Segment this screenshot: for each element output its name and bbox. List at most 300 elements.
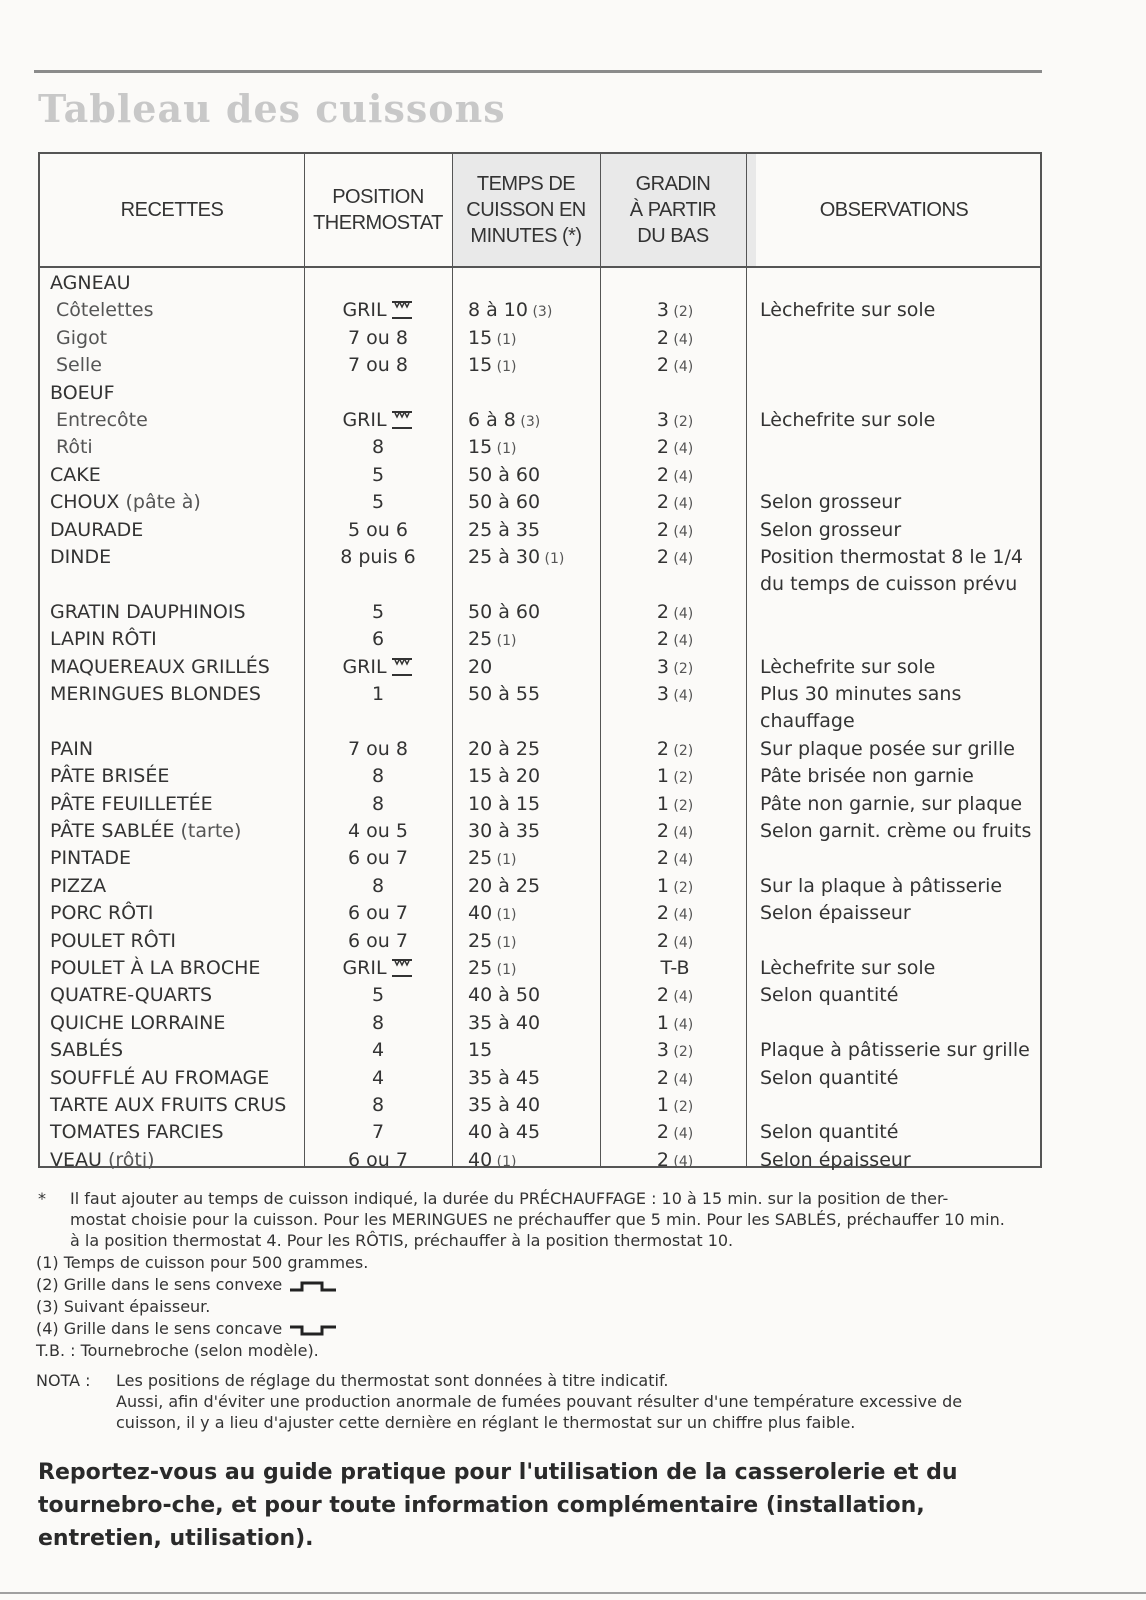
- position-value: 5 ou 6: [348, 518, 408, 541]
- note-1: (1) Temps de cuisson pour 500 grammes.: [36, 1253, 369, 1272]
- recette-cell: [50, 930, 176, 952]
- recette-cell: [50, 1039, 123, 1061]
- table-row: [40, 873, 1040, 900]
- temps-value: 30 à 35: [468, 820, 541, 842]
- temps-ref: (1): [492, 907, 517, 924]
- observation-cell: Selon grosseur: [760, 518, 902, 541]
- position-cell: [304, 1121, 452, 1143]
- gradin-ref: (4): [668, 1071, 694, 1088]
- position-cell: [304, 519, 452, 541]
- temps-value: 6 à 8: [468, 409, 516, 431]
- temps-cell: [468, 902, 516, 924]
- recette-name: DAURADE: [50, 518, 144, 541]
- gradin-value: 3: [656, 683, 669, 705]
- header-gradin: GRADIN À PARTIR DU BAS: [629, 173, 717, 247]
- temps-cell: [468, 1094, 540, 1116]
- temps-value: 40: [468, 1148, 493, 1171]
- gradin-value: 1: [656, 1094, 669, 1116]
- temps-cell: [468, 656, 492, 678]
- temps-value: 50 à 60: [468, 463, 541, 486]
- table-row: [40, 1092, 1040, 1119]
- table-row: [40, 297, 1040, 324]
- position-value: 5: [371, 984, 385, 1007]
- position-cell: [304, 1067, 452, 1089]
- recette-name: MERINGUES BLONDES: [50, 683, 261, 705]
- top-rule: [34, 70, 1042, 73]
- observation-cell: Lèchefrite sur sole: [760, 957, 936, 979]
- note-4: [36, 1318, 338, 1339]
- position-value: 6 ou 7: [348, 902, 408, 925]
- cooking-table: [38, 152, 1042, 1171]
- gradin-ref: (4): [668, 441, 694, 458]
- gradin-cell: [610, 656, 740, 678]
- recette-name: TARTE AUX FRUITS CRUS: [50, 1094, 287, 1116]
- temps-cell: [468, 491, 540, 513]
- position-value: 4 ou 5: [348, 820, 408, 842]
- gradin-ref: (4): [668, 1126, 694, 1143]
- temps-value: 15: [468, 1039, 493, 1062]
- gradin-ref: (4): [668, 496, 694, 513]
- table-row: [40, 1065, 1040, 1092]
- gradin-ref: (2): [668, 879, 694, 896]
- observation-cell: Selon épaisseur: [760, 902, 911, 925]
- temps-cell: [468, 765, 540, 787]
- position-value: GRIL: [342, 957, 387, 979]
- recette-name: Rôti: [56, 436, 93, 459]
- recette-cell: [50, 464, 101, 486]
- position-cell: [304, 436, 452, 458]
- gradin-cell: [610, 683, 740, 705]
- gradin-value: 2: [656, 1148, 669, 1171]
- recette-name: CAKE: [50, 463, 101, 486]
- table-row: [40, 325, 1040, 352]
- observation-cell: Sur plaque posée sur grille: [760, 737, 1015, 760]
- position-cell: [304, 793, 452, 815]
- gradin-cell: [610, 491, 740, 513]
- position-cell: [304, 354, 452, 376]
- note-star-line: mostat choisie pour la cuisson. Pour les MERINGUES ne préchauffer que 5 min. Pour les SABLÉS, préchauffer 10 min.: [70, 1210, 1005, 1229]
- temps-value: 20 à 25: [468, 874, 541, 897]
- temps-ref: (3): [515, 414, 541, 430]
- temps-cell: [468, 299, 552, 321]
- recette-cell: [56, 299, 154, 321]
- temps-ref: (1): [492, 331, 517, 348]
- temps-ref: (1): [492, 1153, 517, 1170]
- temps-ref: (1): [492, 359, 517, 376]
- observation-cell: Selon garnit. crème ou fruits: [760, 820, 1032, 842]
- table-row: [40, 791, 1040, 818]
- gradin-cell: [610, 847, 740, 869]
- gradin-cell: [610, 930, 740, 952]
- position-value: 8: [371, 1011, 385, 1034]
- table-row: [40, 982, 1040, 1009]
- recette-cell: [50, 1012, 225, 1034]
- gradin-cell: [610, 546, 740, 568]
- nota-line: Les positions de réglage du thermostat sont données à titre indicatif.: [116, 1371, 669, 1390]
- recette-name: QUICHE LORRAINE: [50, 1011, 226, 1034]
- gradin-value: 2: [656, 984, 669, 1007]
- observation-cell: Pâte brisée non garnie: [760, 765, 974, 788]
- temps-cell: [468, 601, 540, 623]
- recette-name: QUATRE-QUARTS: [50, 984, 213, 1007]
- temps-value: 8 à 10: [468, 299, 528, 322]
- temps-value: 25: [468, 628, 493, 651]
- position-cell: [304, 546, 452, 568]
- position-cell: [304, 738, 452, 760]
- recette-name: PAIN: [50, 737, 94, 760]
- gradin-cell: [610, 601, 740, 623]
- temps-cell: [468, 847, 516, 869]
- temps-value: 25: [468, 847, 493, 870]
- table-row: [40, 681, 1040, 708]
- table-row: [40, 626, 1040, 653]
- observation-cell: chauffage: [760, 710, 855, 733]
- table-row: [40, 845, 1040, 872]
- temps-ref: (1): [492, 934, 517, 951]
- gradin-cell: [610, 354, 740, 376]
- observation-cell: Selon quantité: [760, 1066, 899, 1089]
- note-star-mark: *: [38, 1189, 46, 1208]
- position-value: 6: [371, 628, 385, 651]
- table-row: [40, 462, 1040, 489]
- recette-cell: [56, 327, 107, 349]
- temps-cell: [468, 1149, 516, 1171]
- gradin-cell: [610, 984, 740, 1006]
- temps-value: 15: [468, 436, 493, 459]
- position-cell: [304, 820, 452, 842]
- recette-name: POULET À LA BROCHE: [50, 957, 261, 979]
- position-value: 5: [371, 491, 385, 514]
- gradin-ref: (4): [668, 468, 694, 485]
- gradin-cell: [610, 409, 740, 431]
- gril-icon: [390, 656, 414, 678]
- temps-ref: (3): [528, 304, 553, 321]
- recette-name: GRATIN DAUPHINOIS: [50, 600, 246, 623]
- temps-cell: [468, 519, 540, 541]
- recette-name: PIZZA: [50, 874, 107, 897]
- recette-cell: [50, 793, 213, 815]
- temps-value: 40: [468, 902, 493, 925]
- header-divider: [40, 266, 1040, 268]
- gradin-ref: (4): [668, 825, 694, 841]
- gradin-value: 3: [656, 409, 669, 431]
- position-value: 8: [371, 436, 385, 459]
- gradin-value: 2: [656, 518, 669, 541]
- gradin-value: 2: [656, 1066, 669, 1089]
- temps-cell: [468, 1067, 540, 1089]
- temps-value: 25: [468, 957, 493, 979]
- position-cell: [304, 327, 452, 349]
- gradin-ref: (2): [668, 770, 694, 787]
- gradin-value: 3: [656, 299, 669, 322]
- position-value: 8: [371, 765, 385, 788]
- temps-cell: [468, 464, 540, 486]
- table-row: [40, 544, 1040, 571]
- note-4-text: (4) Grille dans le sens concave: [36, 1319, 283, 1338]
- recette-cell: [50, 765, 169, 787]
- gradin-value: 2: [656, 628, 669, 651]
- gradin-ref: (4): [668, 551, 694, 567]
- temps-cell: [468, 628, 516, 650]
- recette-cell: [50, 820, 241, 842]
- position-cell: [304, 464, 452, 486]
- table-row: [40, 818, 1040, 845]
- temps-ref: (1): [492, 441, 517, 458]
- gradin-value: 3: [656, 1039, 669, 1062]
- grille-concave-icon: [288, 1324, 338, 1336]
- position-value: GRIL: [342, 655, 387, 678]
- gradin-value: 1: [656, 1011, 669, 1034]
- recette-cell: [50, 984, 212, 1006]
- gradin-ref: (4): [668, 331, 694, 348]
- position-cell: [304, 628, 452, 650]
- gradin-ref: (2): [668, 414, 694, 430]
- table-row: [40, 1037, 1040, 1064]
- recette-name: AGNEAU: [50, 272, 131, 294]
- recette-cell: [56, 409, 148, 431]
- temps-cell: [468, 738, 540, 760]
- nota-label: NOTA :: [36, 1371, 91, 1390]
- table-row: [40, 352, 1040, 379]
- position-value: GRIL: [342, 299, 387, 322]
- temps-value: 20 à 25: [468, 737, 541, 760]
- position-cell: [304, 847, 452, 869]
- gril-icon: [390, 409, 414, 431]
- recette-name: PORC RÔTI: [50, 902, 154, 925]
- recette-cell: [50, 1121, 224, 1143]
- note-star-line: à la position thermostat 4. Pour les RÔTIS, préchauffer à la position thermostat 10.: [70, 1231, 734, 1250]
- recette-cell: [50, 628, 157, 650]
- recette-cell: [50, 546, 111, 568]
- recette-cell: [56, 354, 102, 376]
- gradin-value: T-B: [660, 957, 690, 979]
- gradin-cell: [610, 519, 740, 541]
- note-star-line: Il faut ajouter au temps de cuisson indiqué, la durée du PRÉCHAUFFAGE : 10 à 15 min. sur la position de ther-: [70, 1189, 949, 1208]
- recette-name: PÂTE FEUILLETÉE: [50, 792, 213, 815]
- temps-cell: [468, 820, 540, 842]
- observation-cell: Selon grosseur: [760, 491, 902, 514]
- table-row: [40, 517, 1040, 544]
- temps-value: 40 à 45: [468, 1121, 541, 1144]
- observation-cell: du temps de cuisson prévu: [760, 573, 1018, 596]
- gradin-cell: [610, 738, 740, 760]
- recette-name: VEAU: [50, 1148, 102, 1171]
- position-value: 6 ou 7: [348, 1148, 408, 1171]
- gradin-ref: (2): [668, 304, 694, 321]
- position-cell: [304, 765, 452, 787]
- gradin-value: 1: [656, 792, 669, 815]
- position-cell: [304, 1039, 452, 1061]
- temps-cell: [468, 957, 516, 979]
- table-row: [40, 489, 1040, 516]
- recette-cell: [50, 519, 143, 541]
- recette-name: POULET RÔTI: [50, 929, 176, 952]
- position-cell: [304, 601, 452, 623]
- footer-text: Reportez-vous au guide pratique pour l'utilisation de la casserolerie et du tournebro-che, et pour toute information complémentaire (installation, entretien, utilisation).: [38, 1460, 958, 1551]
- temps-value: 35 à 40: [468, 1094, 541, 1116]
- observation-cell: Plaque à pâtisserie sur grille: [760, 1039, 1030, 1062]
- observation-cell: Selon quantité: [760, 984, 899, 1007]
- recette-qualifier: (tarte): [174, 820, 242, 842]
- gradin-value: 2: [656, 902, 669, 925]
- header-recettes: RECETTES: [120, 199, 224, 221]
- recette-name: Entrecôte: [56, 409, 148, 431]
- gradin-value: 2: [656, 463, 669, 486]
- position-value: 7: [371, 1121, 385, 1144]
- temps-value: 15: [468, 354, 493, 377]
- position-cell: [304, 1149, 452, 1171]
- table-row: [40, 270, 1040, 297]
- position-value: 5: [371, 600, 385, 623]
- recette-qualifier: (rôti): [101, 1148, 155, 1171]
- observation-cell: Selon quantité: [760, 1121, 899, 1144]
- temps-value: 50 à 55: [468, 683, 541, 705]
- recette-name: Côtelettes: [56, 299, 154, 322]
- table-row: [40, 736, 1040, 763]
- table-row: [40, 654, 1040, 681]
- table-row-continuation: [40, 708, 1040, 735]
- observation-cell: Lèchefrite sur sole: [760, 299, 936, 322]
- note-3: (3) Suivant épaisseur.: [36, 1297, 211, 1316]
- gradin-value: 2: [656, 491, 669, 514]
- table-row-continuation: [40, 571, 1040, 598]
- temps-cell: [468, 930, 516, 952]
- position-cell: [304, 656, 452, 678]
- position-value: 1: [371, 683, 385, 705]
- gradin-value: 2: [656, 354, 669, 377]
- recette-cell: [56, 436, 93, 458]
- temps-ref: (1): [492, 852, 517, 869]
- gradin-value: 2: [656, 820, 669, 842]
- position-value: 6 ou 7: [348, 847, 408, 870]
- recette-cell: [50, 902, 153, 924]
- temps-cell: [468, 1121, 540, 1143]
- recette-cell: [50, 847, 131, 869]
- temps-value: 35 à 45: [468, 1066, 541, 1089]
- recette-qualifier: (pâte à): [119, 491, 201, 514]
- position-cell: [304, 984, 452, 1006]
- position-value: 8: [371, 874, 385, 897]
- position-value: 7 ou 8: [348, 326, 408, 349]
- temps-cell: [468, 409, 540, 431]
- table-row: [40, 434, 1040, 461]
- temps-cell: [468, 327, 516, 349]
- temps-value: 25 à 35: [468, 518, 541, 541]
- temps-ref: (1): [492, 633, 517, 650]
- temps-value: 25 à 30: [468, 546, 541, 568]
- temps-cell: [468, 354, 516, 376]
- position-value: 6 ou 7: [348, 929, 408, 952]
- gradin-ref: (4): [668, 852, 694, 869]
- position-value: 4: [371, 1039, 385, 1062]
- gradin-cell: [610, 1067, 740, 1089]
- recette-cell: [50, 491, 201, 513]
- note-tb: T.B. : Tournebroche (selon modèle).: [36, 1341, 319, 1360]
- observation-cell: Plus 30 minutes sans: [760, 683, 962, 705]
- temps-value: 10 à 15: [468, 792, 541, 815]
- nota-line: Aussi, afin d'éviter une production anormale de fumées pouvant résulter d'une température excessive de: [116, 1392, 963, 1411]
- recette-name: MAQUEREAUX GRILLÉS: [50, 655, 270, 678]
- recette-name: PÂTE BRISÉE: [50, 765, 170, 788]
- observation-cell: Lèchefrite sur sole: [760, 409, 936, 431]
- temps-cell: [468, 1039, 492, 1061]
- gradin-value: 2: [656, 326, 669, 349]
- table-row: [40, 1147, 1040, 1174]
- gradin-ref: (4): [668, 989, 694, 1006]
- position-value: 5: [371, 463, 385, 486]
- recette-cell: [50, 382, 115, 404]
- temps-value: 15: [468, 326, 493, 349]
- gradin-cell: [610, 793, 740, 815]
- gradin-ref: (4): [668, 688, 694, 704]
- table-row: [40, 1010, 1040, 1037]
- header-temps: TEMPS DE CUISSON EN MINUTES (*): [466, 173, 586, 247]
- recette-cell: [50, 272, 131, 294]
- header-observations: OBSERVATIONS: [819, 199, 969, 221]
- position-cell: [304, 875, 452, 897]
- gradin-ref: (4): [668, 1016, 694, 1033]
- recette-cell: [50, 1149, 155, 1171]
- gradin-cell: [610, 1039, 740, 1061]
- gradin-cell: [610, 628, 740, 650]
- gradin-cell: [610, 1094, 740, 1116]
- gradin-value: 2: [656, 546, 669, 568]
- temps-ref: (1): [492, 962, 517, 978]
- temps-cell: [468, 793, 540, 815]
- recette-cell: [50, 875, 106, 897]
- recette-name: DINDE: [50, 546, 112, 568]
- position-cell: [304, 902, 452, 924]
- gradin-cell: [610, 957, 740, 979]
- position-cell: [304, 491, 452, 513]
- gradin-value: 2: [656, 436, 669, 459]
- table-row: [40, 955, 1040, 982]
- bottom-rule: [0, 1592, 1146, 1594]
- gradin-cell: [610, 875, 740, 897]
- recette-cell: [50, 1094, 286, 1116]
- temps-cell: [468, 984, 540, 1006]
- temps-ref: (1): [540, 551, 565, 567]
- gradin-ref: (4): [668, 523, 694, 540]
- gradin-cell: [610, 1012, 740, 1034]
- observation-cell: Sur la plaque à pâtisserie: [760, 874, 1003, 897]
- gradin-ref: (2): [668, 797, 694, 814]
- gradin-cell: [610, 436, 740, 458]
- gradin-cell: [610, 327, 740, 349]
- table-row: [40, 928, 1040, 955]
- position-value: 7 ou 8: [348, 737, 408, 760]
- gradin-value: 2: [656, 929, 669, 952]
- gradin-cell: [610, 464, 740, 486]
- gradin-ref: (2): [668, 1044, 694, 1061]
- gradin-ref: (4): [668, 605, 694, 622]
- grille-convexe-icon: [288, 1280, 338, 1292]
- recette-name: LAPIN RÔTI: [50, 628, 157, 651]
- temps-cell: [468, 546, 564, 568]
- gradin-cell: [610, 765, 740, 787]
- gril-icon: [390, 957, 414, 979]
- recette-name: BOEUF: [50, 381, 115, 404]
- position-cell: [304, 299, 452, 321]
- temps-value: 50 à 60: [468, 600, 541, 623]
- gradin-cell: [610, 1149, 740, 1171]
- recette-name: SABLÉS: [50, 1039, 124, 1062]
- gradin-cell: [610, 299, 740, 321]
- position-value: 4: [371, 1066, 385, 1089]
- recette-cell: [50, 601, 246, 623]
- position-cell: [304, 1012, 452, 1034]
- table-row: [40, 380, 1040, 407]
